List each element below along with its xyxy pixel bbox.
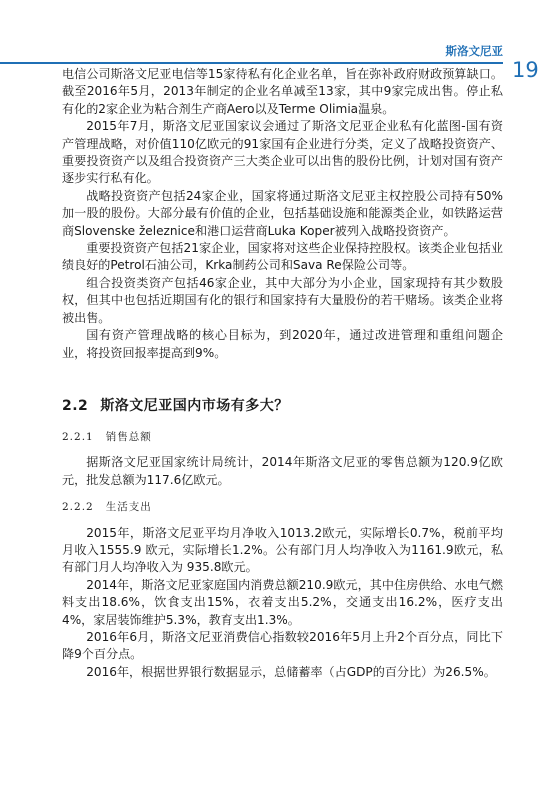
page-number: 19	[512, 58, 539, 82]
subsection-title: 销售总额	[105, 430, 152, 443]
body-paragraph: 战略投资资产包括24家企业，国家将通过斯洛文尼亚主权控股公司持有50%加一股的股份。大部分最有价值的企业，包括基础设施和能源类企业，如铁路运营商Slovenske železnice和港口运营商Luka Koper被列入战略投资资产。	[62, 188, 503, 238]
section-title: 斯洛文尼亚国内市场有多大？	[100, 397, 289, 414]
page-body	[62, 66, 503, 681]
subsection-heading	[62, 499, 503, 516]
body-paragraph: 电信公司斯洛文尼亚电信等15家待私有化企业名单，旨在弥补政府财政预算缺口。截至2016年5月，2013年制定的企业名单减至13家，其中9家完成出售。停止私有化的2家企业为粘合剂生产商Aero以及Terme Olimia温泉。	[62, 67, 503, 116]
section-heading	[62, 397, 503, 415]
body-paragraph: 2015年7月，斯洛文尼亚国家议会通过了斯洛文尼亚企业私有化蓝图-国有资产管理战略，对价值110亿欧元的91家国有企业进行分类，定义了战略投资资产、重要投资资产以及组合投资资产三大类企业可以出售的股份比例，计划对国有资产逐步实行私有化。	[62, 119, 503, 186]
body-paragraph: 2014年，斯洛文尼亚家庭国内消费总额210.9欧元，其中住房供给、水电气燃料支出18.6%，饮食支出15%，衣着支出5.2%，交通支出16.2%，医疗支出4%，家居装饰维护5.3%，教育支出1.3%。	[62, 577, 503, 627]
subsection-number: 2.2.1	[62, 430, 94, 443]
subsection-title: 生活支出	[105, 501, 152, 514]
header-rule	[0, 62, 503, 64]
section-number: 2.2	[62, 397, 89, 414]
body-paragraph: 2016年，根据世界银行数据显示，总储蓄率（占GDP的百分比）为26.5%。	[86, 664, 496, 679]
body-paragraph: 组合投资类资产包括46家企业，其中大部分为小企业，国家现持有其少数股权，但其中也包括近期国有化的银行和国家持有大量股份的若干赌场。该类企业将被出售。	[62, 275, 503, 325]
body-paragraph: 重要投资资产包括21家企业，国家将对这些企业保持控股权。该类企业包括业绩良好的Petrol石油公司，Krka制药公司和Sava Re保险公司等。	[62, 241, 503, 273]
body-paragraph: 2016年6月，斯洛文尼亚消费信心指数较2016年5月上升2个百分点，同比下降9个百分点。	[62, 629, 503, 662]
body-paragraph: 2015年，斯洛文尼亚平均月净收入1013.2欧元，实际增长0.7%，税前平均月收入1555.9 欧元，实际增长1.2%。公有部门月人均净收入为1161.9欧元，私有部门月人均净收入为 935.8欧元。	[62, 525, 503, 575]
body-paragraph: 据斯洛文尼亚国家统计局统计，2014年斯洛文尼亚的零售总额为120.9亿欧元，批发总额为117.6亿欧元。	[62, 455, 503, 487]
subsection-heading	[62, 429, 503, 446]
body-paragraph: 国有资产管理战略的核心目标为，到2020年，通过改进管理和重组问题企业，将投资回报率提高到9%。	[62, 328, 503, 360]
subsection-number: 2.2.2	[62, 501, 94, 514]
running-header-title: 斯洛文尼亚	[445, 44, 503, 58]
